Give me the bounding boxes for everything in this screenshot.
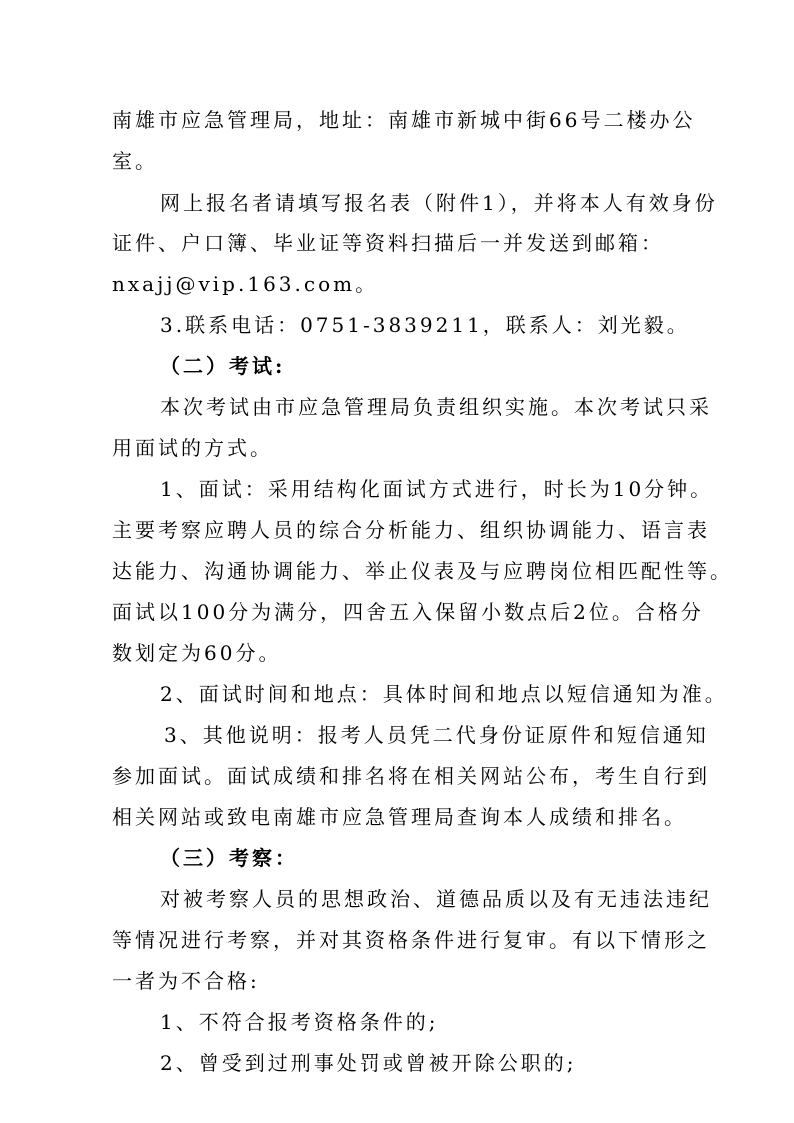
- section-heading-exam: （二）考试:: [160, 354, 286, 378]
- paragraph-line: 本次考试由市应急管理局负责组织实施。本次考试只采: [160, 395, 712, 419]
- paragraph-line: 2、面试时间和地点：具体时间和地点以短信通知为准。: [160, 682, 728, 706]
- paragraph-line: 面试以100分为满分，四舍五入保留小数点后2位。合格分: [112, 600, 704, 624]
- paragraph-line: 数划定为60分。: [112, 641, 282, 665]
- paragraph-line: 证件、户口簿、毕业证等资料扫描后一并发送到邮箱：: [112, 231, 664, 255]
- paragraph-line: 3、其他说明：报考人员凭二代身份证原件和短信通知: [164, 723, 709, 747]
- paragraph-line: 主要考察应聘人员的综合分析能力、组织协调能力、语言表: [112, 518, 710, 542]
- paragraph-line: 1、面试：采用结构化面试方式进行，时长为10分钟。: [160, 477, 714, 501]
- list-item: 1、不符合报考资格条件的;: [160, 1010, 439, 1034]
- paragraph-line: 达能力、沟通协调能力、举止仪表及与应聘岗位相匹配性等。: [112, 559, 733, 583]
- paragraph-line: 等情况进行考察，并对其资格条件进行复审。有以下情形之: [112, 928, 710, 952]
- paragraph-line: 室。: [112, 149, 158, 173]
- list-item: 2、曾受到过刑事处罚或曾被开除公职的;: [160, 1051, 577, 1075]
- section-heading-inspection: （三）考察：: [160, 846, 298, 870]
- paragraph-line: 对被考察人员的思想政治、道德品质以及有无违法违纪: [160, 887, 712, 911]
- paragraph-line: 网上报名者请填写报名表（附件1），并将本人有效身份: [160, 191, 718, 215]
- contact-line: 3.联系电话：0751-3839211，联系人：刘光毅。: [160, 313, 690, 337]
- paragraph-line: 南雄市应急管理局，地址：南雄市新城中街66号二楼办公: [112, 108, 696, 132]
- paragraph-line: 参加面试。面试成绩和排名将在相关网站公布，考生自行到: [112, 764, 710, 788]
- paragraph-line: 用面试的方式。: [112, 436, 273, 460]
- paragraph-line: 一者为不合格:: [112, 969, 260, 993]
- paragraph-line: 相关网站或致电南雄市应急管理局查询本人成绩和排名。: [112, 805, 687, 829]
- email-line: nxajj@vip.163.com。: [112, 272, 379, 296]
